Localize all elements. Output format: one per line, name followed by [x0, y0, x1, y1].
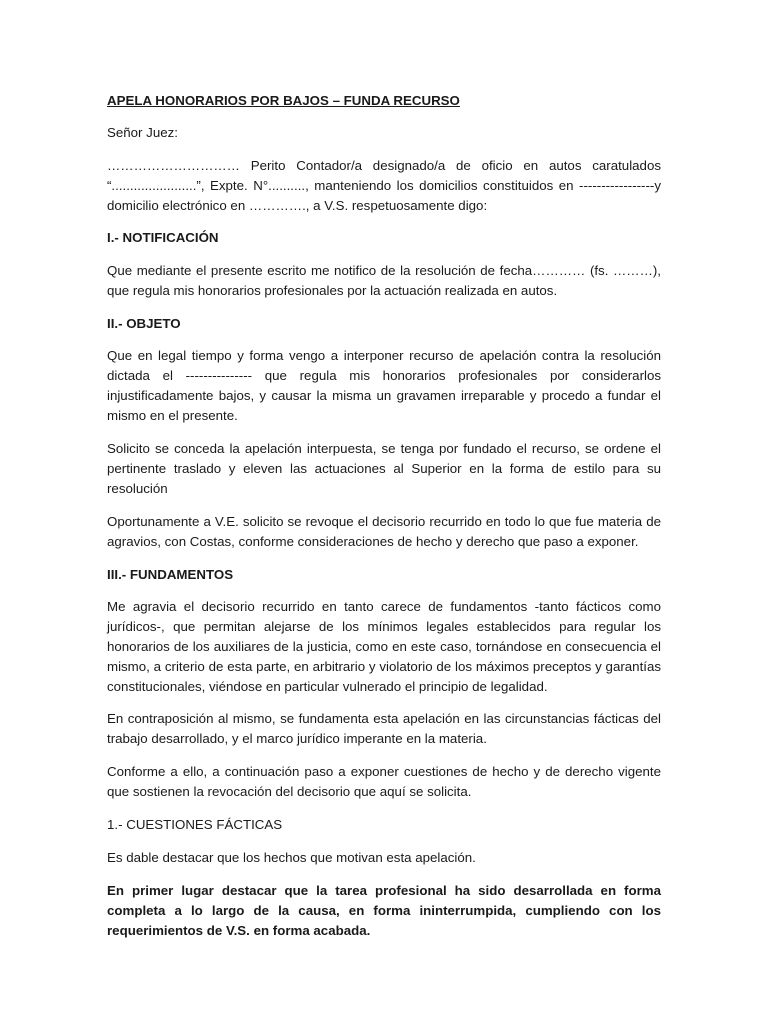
- section-fundamentos-paragraph-1: Me agravia el decisorio recurrido en tanto carece de fundamentos -tanto fácticos como jurídicos-, que permitan alejarse de los mínimos legales establecidos para regular los honorarios de los auxiliares de la justicia, como en este caso, tornándose en consecuencia el mismo, a criterio de esta parte, en arbitrario y violatorio de los máximos preceptos y garantías constitucionales, viéndose en particular vulnerado el principio de legalidad.: [107, 599, 661, 694]
- section-fundamentos-paragraph-3: Conforme a ello, a continuación paso a exponer cuestiones de hecho y de derecho vigente que sostienen la revocación del decisorio que aquí se solicita.: [107, 764, 661, 799]
- subsection-cuestiones-facticas-paragraph-2: En primer lugar destacar que la tarea profesional ha sido desarrollada en forma completa a lo largo de la causa, en forma ininterrumpida, cumpliendo con los requerimientos de V.S. en forma acabada.: [107, 883, 661, 938]
- section-fundamentos-heading: III.- FUNDAMENTOS: [107, 567, 234, 582]
- section-objeto-heading: II.- OBJETO: [107, 316, 181, 331]
- section-fundamentos-paragraph-2: En contraposición al mismo, se fundamenta esta apelación en las circunstancias fácticas del trabajo desarrollado, y el marco jurídico imperante en la materia.: [107, 711, 661, 746]
- section-notificacion-text: Que mediante el presente escrito me notifico de la resolución de fecha………… (fs. ………), que regula mis honorarios profesionales por la actuación realizada en autos.: [107, 263, 661, 298]
- document-page: [107, 91, 661, 941]
- section-objeto-paragraph-1: Que en legal tiempo y forma vengo a interponer recurso de apelación contra la resolución dictada el --------------- que regula mis honorarios profesionales por considerarlos injustificadamente bajos, y causar la misma un gravamen irreparable y procedo a fundar el mismo en el presente.: [107, 348, 661, 423]
- section-objeto-paragraph-3: Oportunamente a V.E. solicito se revoque el decisorio recurrido en todo lo que fue materia de agravios, con Costas, conforme consideraciones de hecho y derecho que paso a exponer.: [107, 514, 661, 549]
- section-notificacion-heading: I.- NOTIFICACIÓN: [107, 230, 219, 245]
- subsection-cuestiones-facticas-heading: 1.- CUESTIONES FÁCTICAS: [107, 817, 283, 832]
- document-title: APELA HONORARIOS POR BAJOS – FUNDA RECURSO: [107, 93, 460, 108]
- section-objeto-paragraph-2: Solicito se conceda la apelación interpuesta, se tenga por fundado el recurso, se ordene el pertinente traslado y eleven las actuaciones al Superior en la forma de estilo para su resolución: [107, 441, 661, 496]
- subsection-cuestiones-facticas-paragraph-1: Es dable destacar que los hechos que motivan esta apelación.: [107, 850, 476, 865]
- salutation: Señor Juez:: [107, 125, 178, 140]
- intro-paragraph: ………………………… Perito Contador/a designado/a de oficio en autos caratulados “.......................”, Expte. N°.........., manteniendo los domicilios constituidos en -----------------y domicilio electrónico en …………., a V.S. respetuosamente digo:: [107, 158, 661, 213]
